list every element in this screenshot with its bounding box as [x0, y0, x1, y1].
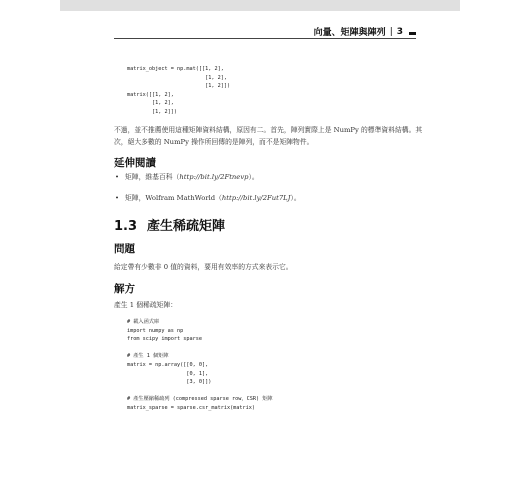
reading-item-close: ）。 [248, 173, 259, 181]
reading-link[interactable]: http://bit.ly/2Fut7LJ [221, 194, 291, 202]
header-rule [114, 38, 416, 39]
problem-heading: 問題 [114, 243, 135, 255]
chapter-title: 向量、矩陣與陣列 [313, 28, 386, 38]
page-corner-mark [409, 32, 416, 35]
header-separator: | [389, 26, 393, 37]
code-block-sparse-matrix: # 載入函式庫 import numpy as np from scipy import sparse # 產生 1 個矩陣 matrix = np.array([[0, 0], [0, 1], [3, 0]]) # 產生壓縮稀疏列 (compressed sparse row，CSR) 矩陣 matrix_sparse = sparse.csr_matrix(matrix) [127, 319, 273, 411]
code-block-matrix-object: matrix_object = np.mat([[1, 2], [1, 2], [1, 2]]) matrix([[1, 2], [1, 2], [1, 2]]) [127, 66, 231, 115]
reading-item-text: 矩陣，Wolfram MathWorld（ [125, 194, 222, 202]
reading-item-close: ）。 [290, 194, 301, 202]
section-title: 產生稀疏矩陣 [147, 219, 226, 234]
further-reading-list [114, 172, 424, 214]
list-item [114, 193, 424, 204]
top-gray-bar [60, 0, 460, 11]
running-header [314, 25, 416, 38]
further-reading-heading: 延伸閱讀 [114, 157, 156, 169]
problem-text: 給定帶有少數非 0 值的資料，要用有效率的方式來表示它。 [114, 263, 293, 271]
solution-intro: 產生 1 個稀疏矩陣： [114, 301, 178, 309]
page-number: 3 [396, 26, 403, 37]
reading-item-text: 矩陣，維基百科（ [125, 173, 180, 181]
list-item [114, 172, 424, 183]
reading-link[interactable]: http://bit.ly/2Ftnevp [179, 173, 249, 181]
paragraph-matrix-note: 不過，並不推薦使用這種矩陣資料結構，原因有二。首先，陣列實際上是 NumPy 的標準資料結構。其次，絕大多數的 NumPy 操作所回傳的是陣列，而不是矩陣物件。 [114, 126, 423, 146]
section-heading [114, 215, 225, 234]
section-number: 1.3 [114, 219, 138, 234]
solution-heading: 解方 [114, 283, 135, 295]
